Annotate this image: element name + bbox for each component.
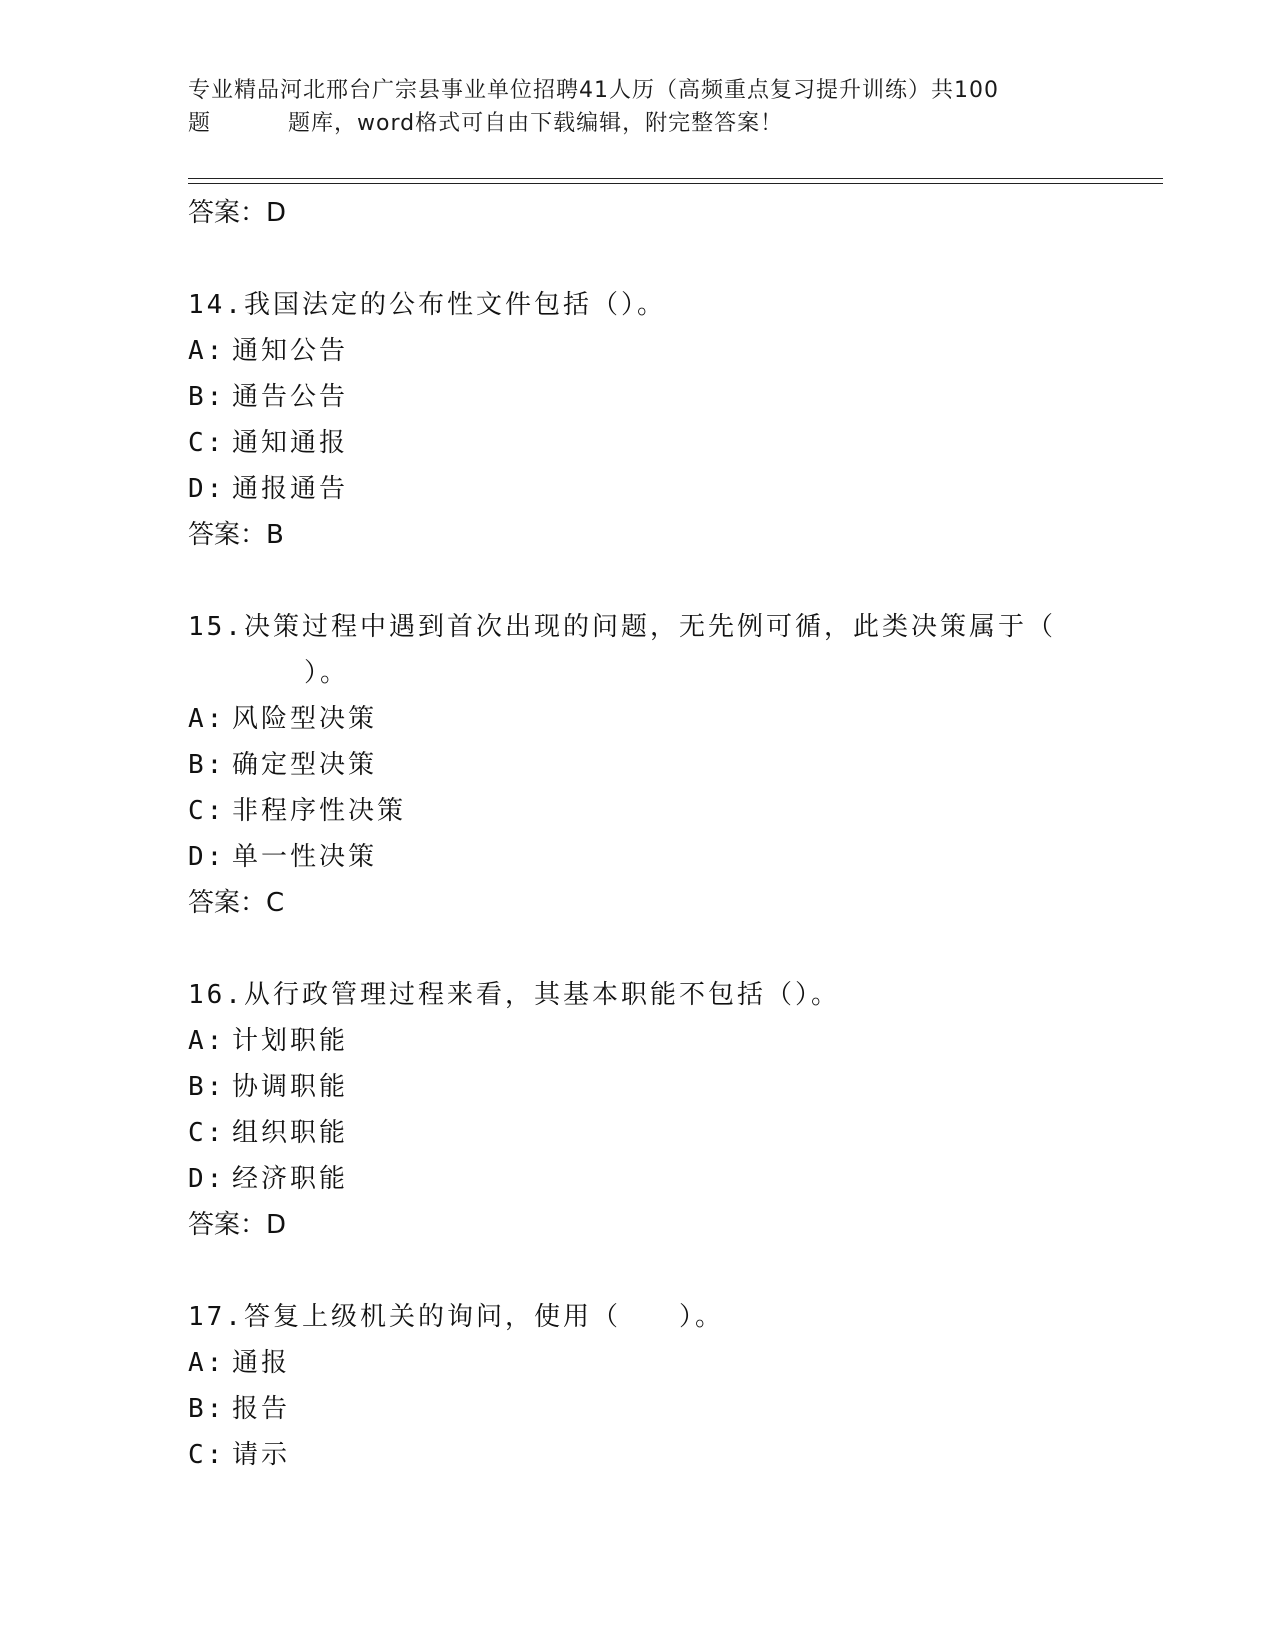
previous-answer: 答案：D xyxy=(188,198,287,228)
question-14 xyxy=(188,282,1088,558)
option-text: 报告 xyxy=(232,1394,291,1424)
option-key: C: xyxy=(188,796,226,826)
question-text: 16.从行政管理过程来看，其基本职能不包括（）。 xyxy=(188,980,840,1010)
option-a xyxy=(188,696,1088,742)
option-text: 通报 xyxy=(232,1348,291,1378)
option-a xyxy=(188,328,1088,374)
option-c xyxy=(188,788,1088,834)
option-key: B: xyxy=(188,1394,226,1424)
option-key: D: xyxy=(188,1164,226,1194)
option-d xyxy=(188,466,1088,512)
option-text: 风险型决策 xyxy=(232,704,378,734)
option-text: 经济职能 xyxy=(232,1164,349,1194)
page-header xyxy=(188,74,1088,140)
option-key: A: xyxy=(188,336,226,366)
question-text: 14.我国法定的公布性文件包括（）。 xyxy=(188,290,666,320)
answer: 答案：C xyxy=(188,888,285,918)
question-list xyxy=(188,190,1088,1478)
option-key: A: xyxy=(188,1348,226,1378)
option-key: D: xyxy=(188,842,226,872)
option-a xyxy=(188,1018,1088,1064)
option-d xyxy=(188,834,1088,880)
option-text: 请示 xyxy=(232,1440,291,1470)
question-17 xyxy=(188,1294,1088,1478)
option-text: 协调职能 xyxy=(232,1072,349,1102)
answer: 答案：B xyxy=(188,520,284,550)
option-key: C: xyxy=(188,1440,226,1470)
option-text: 通告公告 xyxy=(232,382,349,412)
option-b xyxy=(188,742,1088,788)
question-15 xyxy=(188,604,1088,926)
option-text: 通知通报 xyxy=(232,428,349,458)
option-text: 组织职能 xyxy=(232,1118,349,1148)
question-text: 17.答复上级机关的询问，使用（ ）。 xyxy=(188,1302,724,1332)
option-key: B: xyxy=(188,382,226,412)
option-c xyxy=(188,1432,1088,1478)
option-text: 通报通告 xyxy=(232,474,349,504)
option-key: C: xyxy=(188,428,226,458)
option-text: 通知公告 xyxy=(232,336,349,366)
option-a xyxy=(188,1340,1088,1386)
header-title-line2 xyxy=(188,107,1088,140)
question-16 xyxy=(188,972,1088,1248)
option-key: A: xyxy=(188,704,226,734)
option-key: D: xyxy=(188,474,226,504)
option-b xyxy=(188,374,1088,420)
header-rule-top xyxy=(188,178,1163,179)
option-text: 单一性决策 xyxy=(232,842,378,872)
option-d xyxy=(188,1156,1088,1202)
option-c xyxy=(188,420,1088,466)
option-c xyxy=(188,1110,1088,1156)
option-key: B: xyxy=(188,750,226,780)
option-key: A: xyxy=(188,1026,226,1056)
option-b xyxy=(188,1064,1088,1110)
question-text-continued: ）。 xyxy=(304,658,350,688)
option-text: 确定型决策 xyxy=(232,750,378,780)
option-b xyxy=(188,1386,1088,1432)
header-line2-rest: 题库，word格式可自由下载编辑，附完整答案！ xyxy=(288,111,784,136)
question-text: 15.决策过程中遇到首次出现的问题，无先例可循，此类决策属于（ xyxy=(188,612,1056,642)
header-rule-bottom xyxy=(188,183,1163,184)
header-title-line1: 专业精品河北邢台广宗县事业单位招聘41人历（高频重点复习提升训练）共100 xyxy=(188,78,999,103)
option-text: 计划职能 xyxy=(232,1026,349,1056)
answer: 答案：D xyxy=(188,1210,287,1240)
option-key: B: xyxy=(188,1072,226,1102)
option-text: 非程序性决策 xyxy=(232,796,407,826)
header-line2-lead: 题 xyxy=(188,111,212,136)
option-key: C: xyxy=(188,1118,226,1148)
